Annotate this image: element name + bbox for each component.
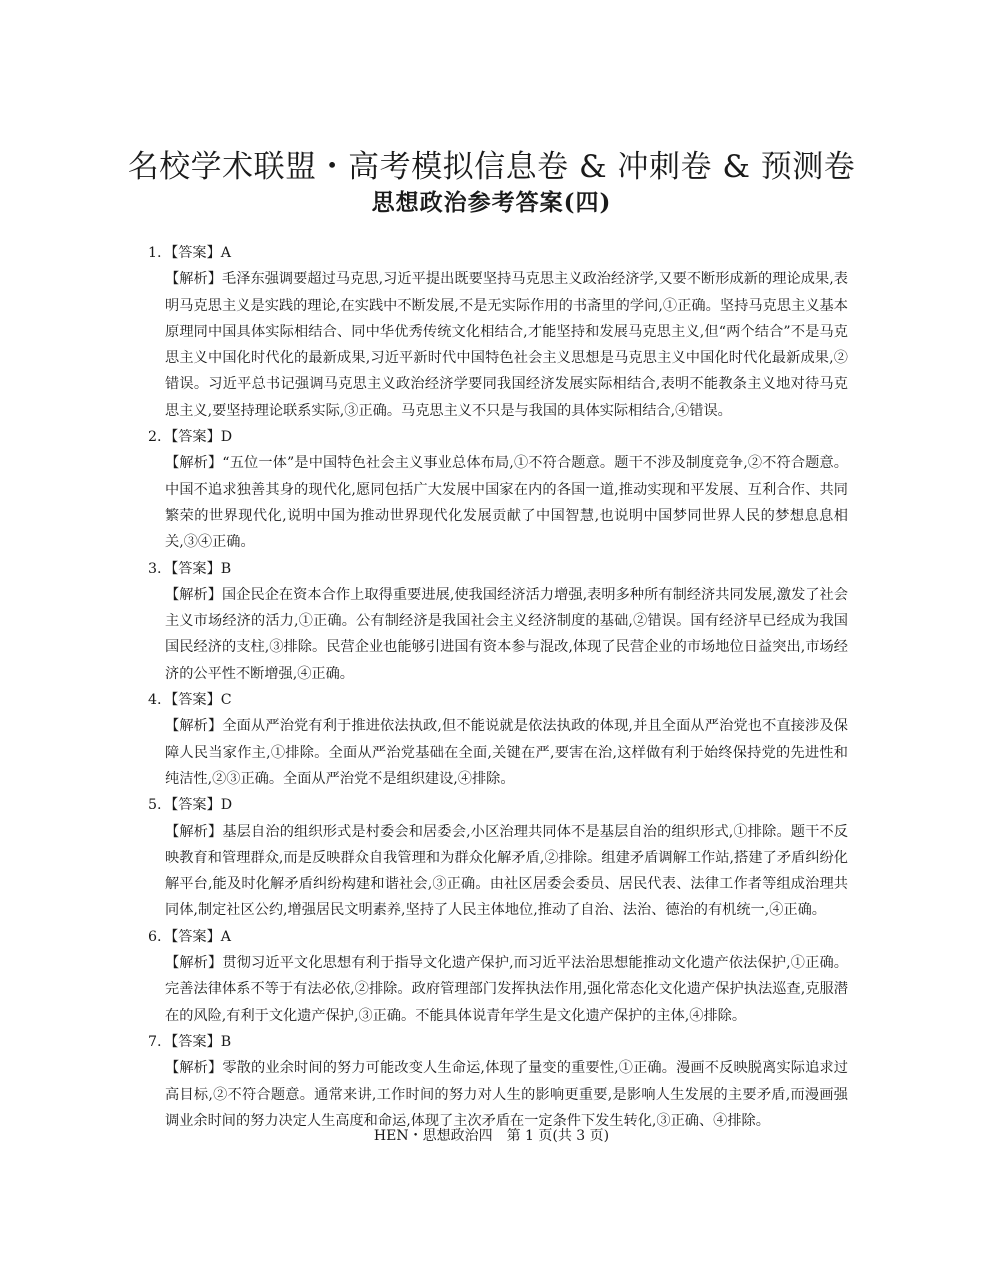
question-item-2: [148, 424, 848, 555]
page-subtitle: 思想政治参考答案(四): [371, 189, 612, 216]
answer-line: [148, 240, 848, 266]
question-item-6: [148, 924, 848, 1029]
page-title: 名校学术联盟・高考模拟信息卷 & 冲刺卷 & 预测卷: [127, 149, 856, 185]
question-item-4: [148, 687, 848, 792]
explanation-text: 【解析】零散的业余时间的努力可能改变人生命运,体现了量变的重要性,①正确。漫画不反映脱离实际追求过高目标,②不符合题意。通常来讲,工作时间的努力对人生的影响更重要,是影响人生发展的主要矛盾,而漫画强调业余时间的努力决定人生高度和命运,体现了主次矛盾在一定条件下发生转化,③正确、④排除。: [165, 1060, 848, 1129]
explanation-text: 【解析】基层自治的组织形式是村委会和居委会,小区治理共同体不是基层自治的组织形式,①排除。题干不反映教育和管理群众,而是反映群众自我管理和为群众化解矛盾,②排除。组建矛盾调解工作站,搭建了矛盾纠纷化解平台,能及时化解矛盾纠纷构建和谐社会,③正确。由社区居委会委员、居民代表、法律工作者等组成治理共同体,制定社区公约,增强居民文明素养,坚持了人民主体地位,推动了自治、法治、德治的有机统一,④正确。: [165, 823, 848, 919]
answer-text: 【答案】D: [164, 429, 233, 446]
question-number: 7.: [148, 1033, 162, 1050]
question-item-7: [148, 1029, 848, 1134]
explanation-text: 【解析】毛泽东强调要超过马克思,习近平提出既要坚持马克思主义政治经济学,又要不断形成新的理论成果,表明马克思主义是实践的理论,在实践中不断发展,不是无实际作用的书斋里的学问,①正确。坚持马克思主义基本原理同中国具体实际相结合、同中华优秀传统文化相结合,才能坚持和发展马克思主义,但“两个结合”不是马克思主义中国化时代化的最新成果,习近平新时代中国特色社会主义思想是马克思主义中国化时代化最新成果,②错误。习近平总书记强调马克思主义政治经济学要同我国经济发展实际相结合,表明不能教条主义地对待马克思主义,要坚持理论联系实际,③正确。马克思主义不只是与我国的具体实际相结合,④错误。: [165, 271, 848, 419]
answer-text: 【答案】B: [164, 1033, 232, 1050]
answer-text: 【答案】A: [164, 928, 231, 945]
question-item-5: [148, 792, 848, 923]
explanation-text: 【解析】国企民企在资本合作上取得重要进展,使我国经济活力增强,表明多种所有制经济共同发展,激发了社会主义市场经济的活力,①正确。公有制经济是我国社会主义经济制度的基础,②错误。国有经济早已经成为我国国民经济的支柱,③排除。民营企业也能够引进国有资本参与混改,体现了民营企业的市场地位日益突出,市场经济的公平性不断增强,④正确。: [165, 586, 848, 682]
question-number: 6.: [148, 928, 162, 945]
answer-text: 【答案】A: [164, 245, 231, 261]
answer-text: 【答案】B: [164, 560, 232, 577]
answer-line: [148, 424, 848, 450]
page-footer: HEN・思想政治四 第 1 页(共 3 页): [373, 1128, 610, 1144]
explanation-text: 【解析】“五位一体”是中国特色社会主义事业总体布局,①不符合题意。题干不涉及制度竞争,②不符合题意。中国不追求独善其身的现代化,愿同包括广大发展中国家在内的各国一道,推动实现和平发展、互利合作、共同繁荣的世界现代化,说明中国为推动世界现代化发展贡献了中国智慧,也说明中国梦同世界人民的梦想息息相关,③④正确。: [165, 455, 848, 551]
explanation-text: 【解析】贯彻习近平文化思想有利于指导文化遗产保护,而习近平法治思想能推动文化遗产依法保护,①正确。完善法律体系不等于有法必依,②排除。政府管理部门发挥执法作用,强化常态化文化遗产保护执法巡查,克服潜在的风险,有利于文化遗产保护,③正确。不能具体说青年学生是文化遗产保护的主体,④排除。: [165, 955, 848, 1024]
question-number: 4.: [148, 692, 162, 709]
question-number: 1.: [148, 245, 162, 261]
explanation-text: 【解析】全面从严治党有利于推进依法执政,但不能说就是依法执政的体现,并且全面从严治党也不直接涉及保障人民当家作主,①排除。全面从严治党基础在全面,关键在严,要害在治,这样做有利于始终保持党的先进性和纯洁性,②③正确。全面从严治党不是组织建设,④排除。: [165, 718, 848, 787]
question-number: 5.: [148, 797, 162, 814]
question-number: 2.: [148, 429, 162, 446]
answer-line: [148, 792, 848, 818]
answer-text: 【答案】D: [164, 797, 233, 814]
question-item-3: [148, 556, 848, 687]
answer-text: 【答案】C: [164, 692, 232, 709]
answer-line: [148, 556, 848, 582]
answer-line: [148, 687, 848, 713]
answer-list: [148, 240, 848, 1134]
answer-line: [148, 1029, 848, 1055]
question-number: 3.: [148, 560, 162, 577]
question-item-1: [148, 240, 848, 424]
answer-line: [148, 924, 848, 950]
